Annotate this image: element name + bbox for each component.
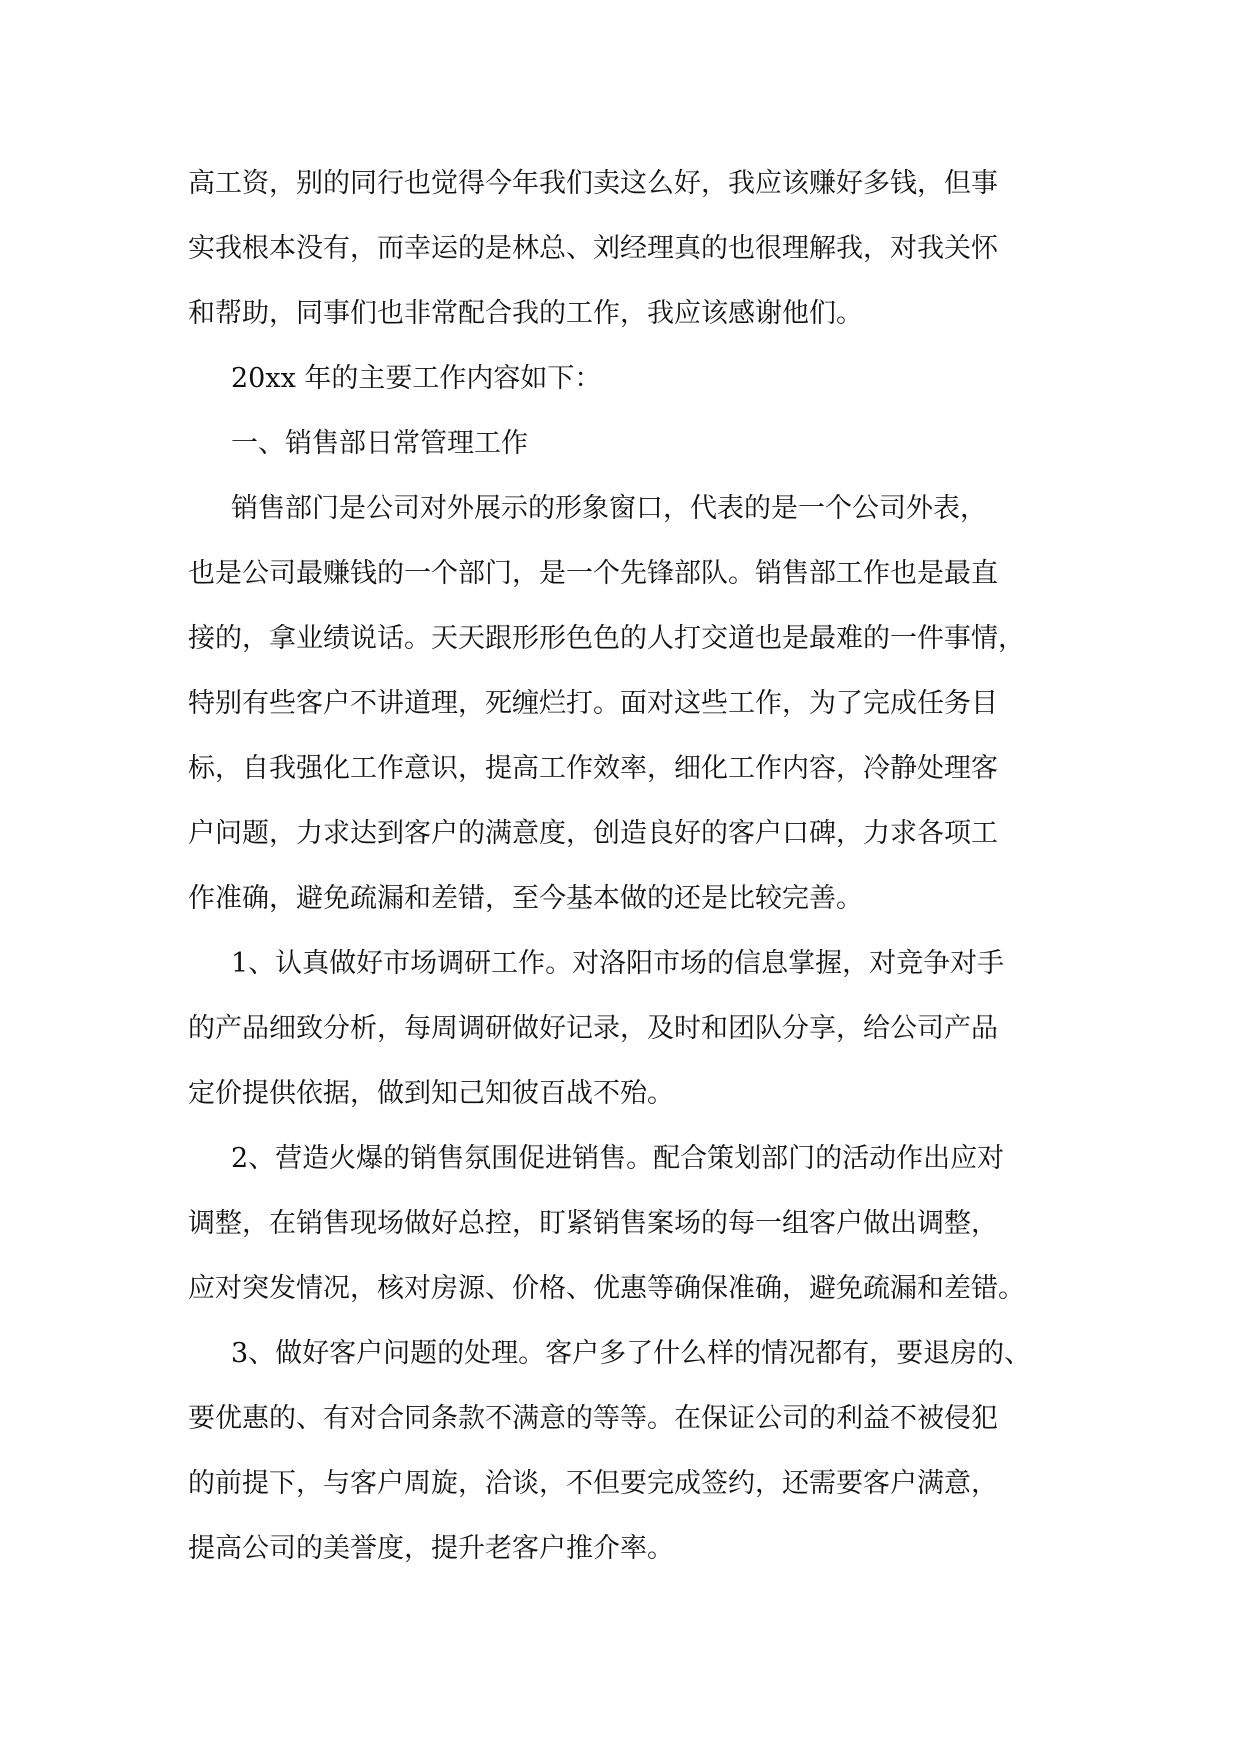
document-body xyxy=(188,160,1068,1590)
text-line: 提高公司的美誉度，提升老客户推介率。 xyxy=(188,1533,674,1564)
text-line: 作准确，避免疏漏和差错，至今基本做的还是比较完善。 xyxy=(188,883,863,914)
list-item-2-start: 2、营造火爆的销售氛围促进销售。配合策划部门的活动作出应对 xyxy=(231,1143,1005,1174)
text-line: 特别有些客户不讲道理，死缠烂打。面对这些工作，为了完成任务目 xyxy=(188,688,998,719)
text-line: 定价提供依据，做到知己知彼百战不殆。 xyxy=(188,1078,674,1109)
list-item-3-start: 3、做好客户问题的处理。客户多了什么样的情况都有，要退房的、 xyxy=(231,1338,1032,1369)
text-line: 的产品细致分析，每周调研做好记录，及时和团队分享，给公司产品 xyxy=(188,1013,998,1044)
text-line: 要优惠的、有对合同条款不满意的等等。在保证公司的利益不被侵犯 xyxy=(188,1403,998,1434)
text-line: 高工资，别的同行也觉得今年我们卖这么好，我应该赚好多钱，但事 xyxy=(188,168,998,199)
text-line: 和帮助，同事们也非常配合我的工作，我应该感谢他们。 xyxy=(188,298,863,329)
list-item-1-start: 1、认真做好市场调研工作。对洛阳市场的信息掌握，对竞争对手 xyxy=(231,948,1005,979)
section-intro: 20xx 年的主要工作内容如下： xyxy=(231,363,602,394)
text-line: 标，自我强化工作意识，提高工作效率，细化工作内容，冷静处理客 xyxy=(188,753,998,784)
text-line: 调整，在销售现场做好总控，盯紧销售案场的每一组客户做出调整， xyxy=(188,1208,998,1239)
text-line: 实我根本没有，而幸运的是林总、刘经理真的也很理解我，对我关怀 xyxy=(188,233,998,264)
text-line: 也是公司最赚钱的一个部门，是一个先锋部队。销售部工作也是最直 xyxy=(188,558,998,589)
paragraph-start: 销售部门是公司对外展示的形象窗口，代表的是一个公司外表， xyxy=(231,493,987,524)
text-line: 户问题，力求达到客户的满意度，创造良好的客户口碑，力求各项工 xyxy=(188,818,998,849)
text-line: 的前提下，与客户周旋，洽谈，不但要完成签约，还需要客户满意， xyxy=(188,1468,998,1499)
text-line: 应对突发情况，核对房源、价格、优惠等确保准确，避免疏漏和差错。 xyxy=(188,1273,1025,1304)
text-line: 接的，拿业绩说话。天天跟形形色色的人打交道也是最难的一件事情， xyxy=(188,623,1025,654)
section-heading: 一、销售部日常管理工作 xyxy=(231,428,528,459)
